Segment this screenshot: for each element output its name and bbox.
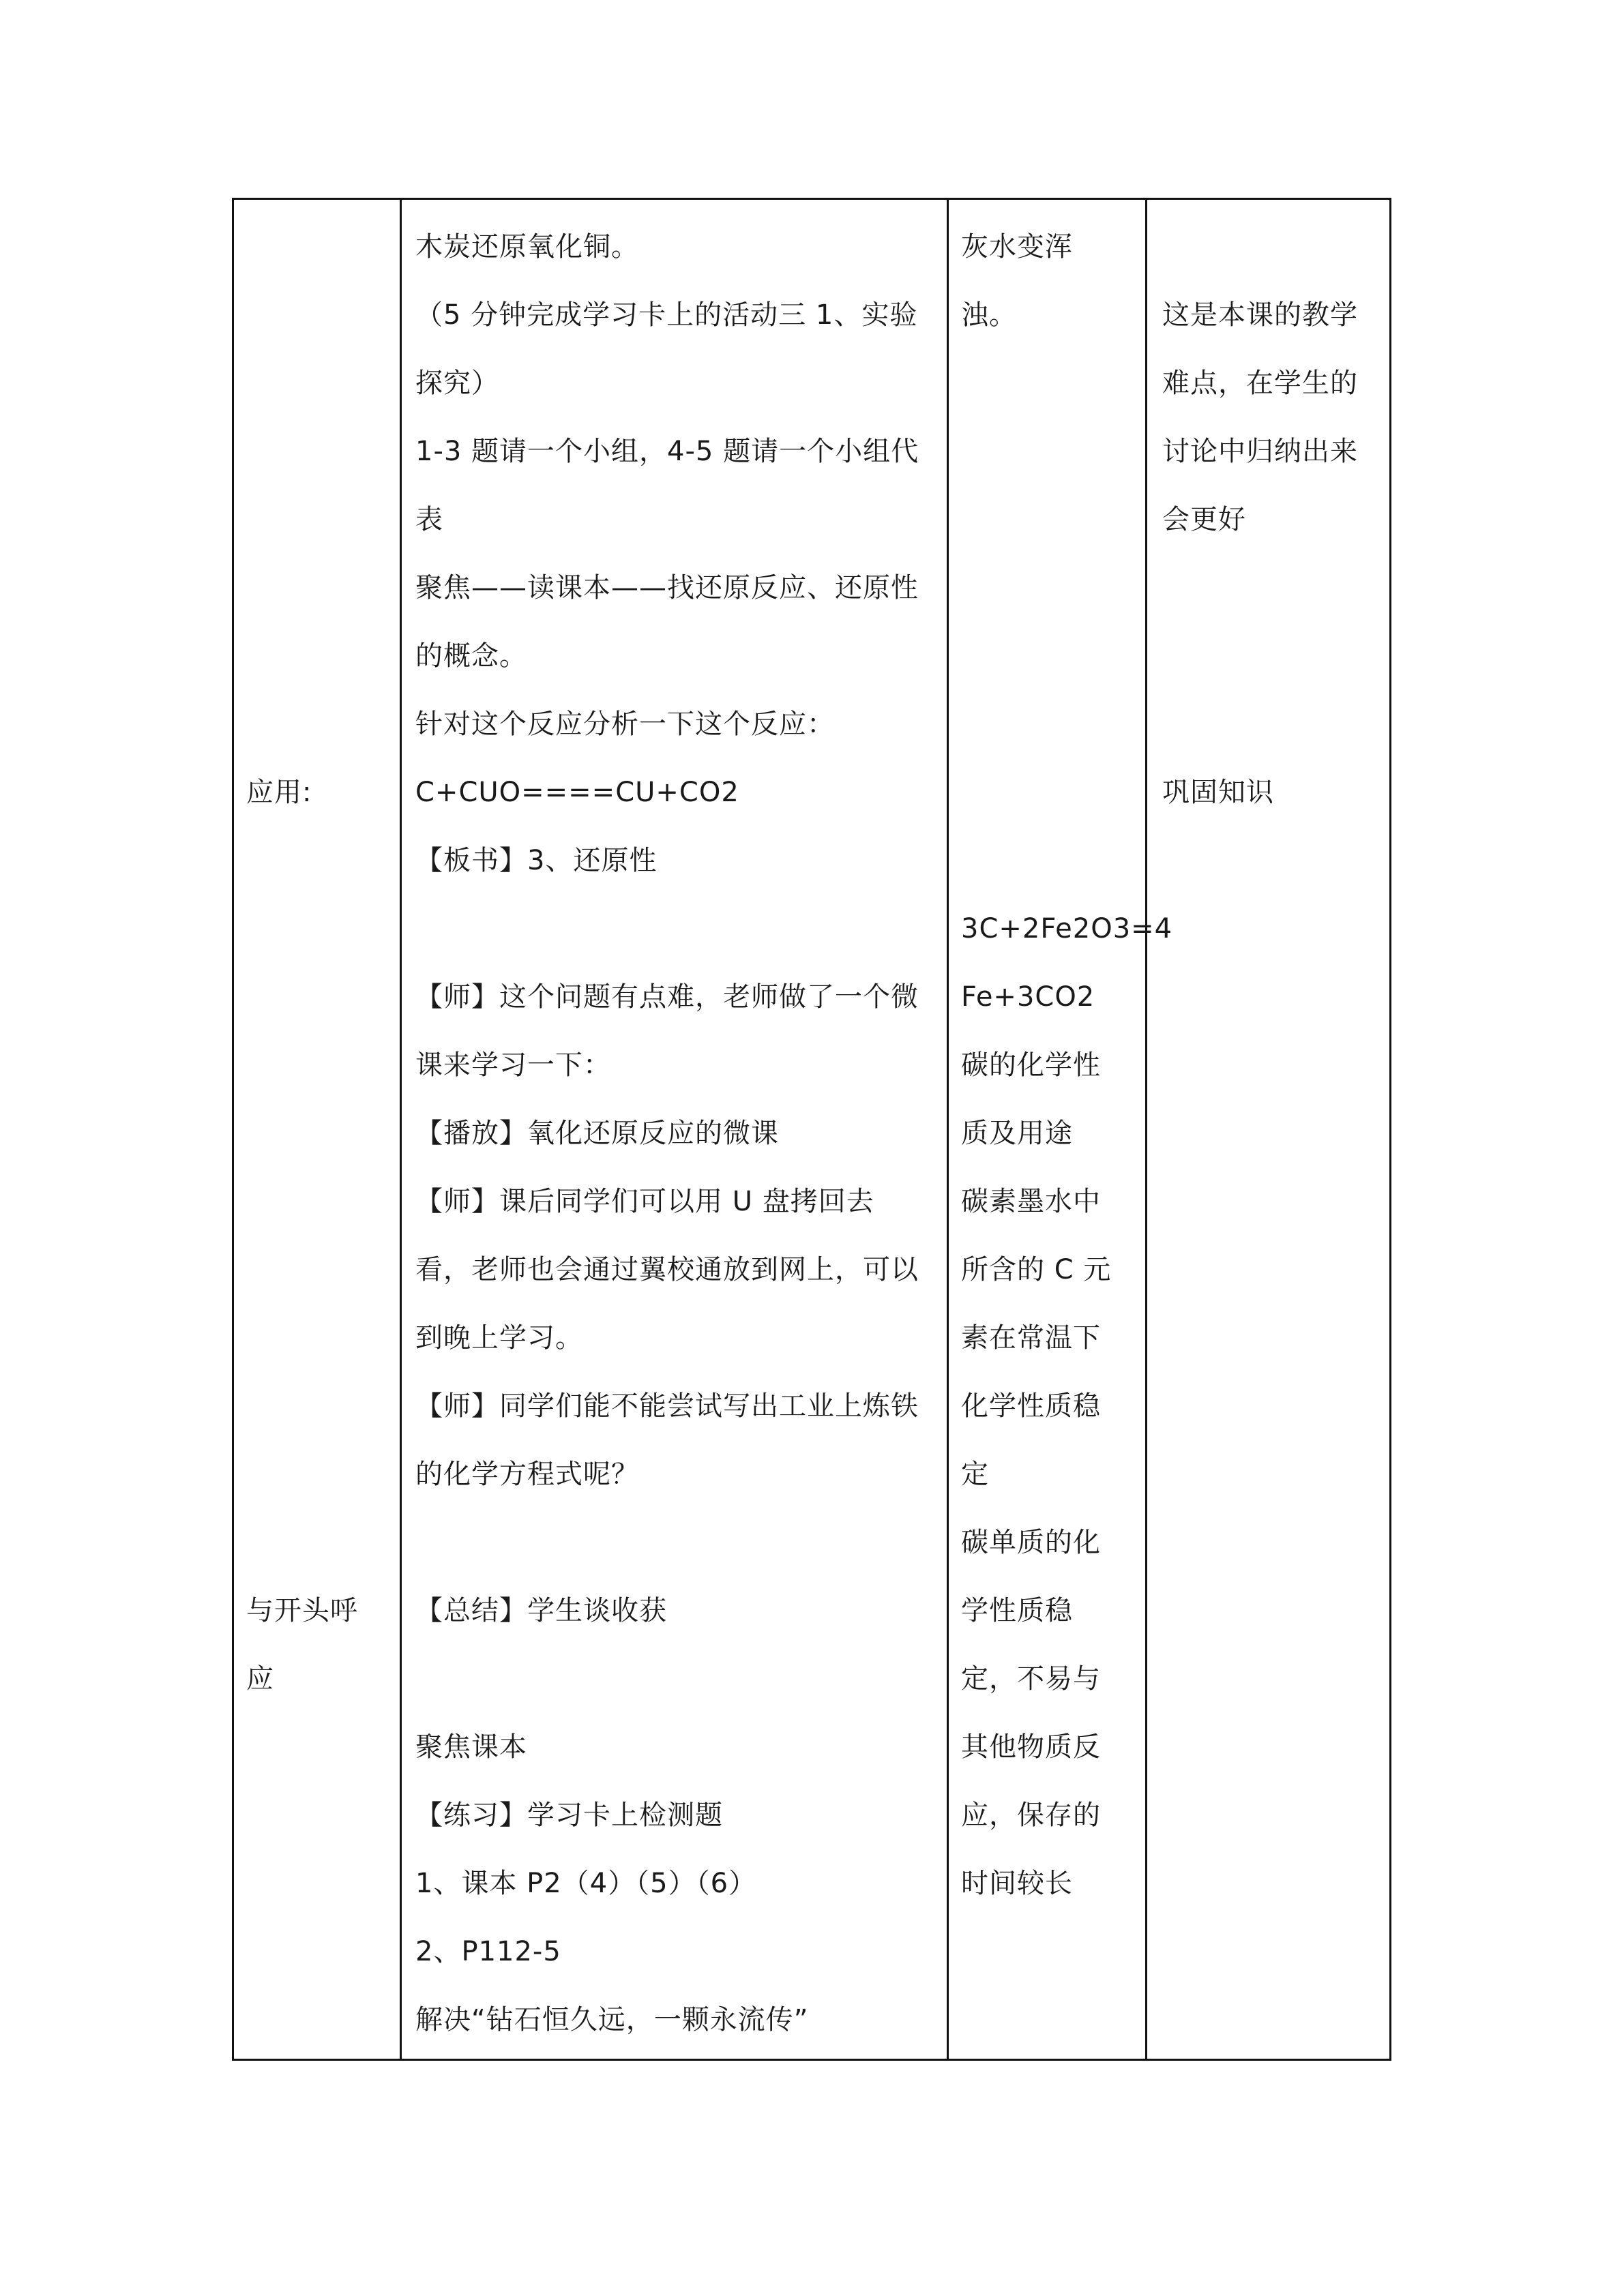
teacher-activity-line: 针对这个反应分析一下这个反应： — [415, 709, 835, 740]
teacher-activity-line: 【师】这个问题有点难，老师做了一个微 — [415, 981, 919, 1013]
teacher-activity-line: 【师】课后同学们可以用 U 盘拷回去 — [415, 1186, 874, 1217]
teacher-activity-line: 聚焦课本 — [415, 1731, 527, 1763]
student-activity-line: Fe+3CO2 — [961, 981, 1095, 1013]
student-activity-line: 其他物质反 — [961, 1731, 1101, 1763]
stage-column — [234, 200, 400, 2059]
teacher-activity-line: 2、P112-5 — [415, 1936, 561, 1967]
lesson-plan-table — [232, 198, 1391, 2061]
design-intent-line: 讨论中归纳出来 — [1162, 436, 1358, 467]
teacher-activity-column — [402, 200, 947, 2059]
teacher-activity-line: 【播放】氧化还原反应的微课 — [415, 1118, 779, 1149]
echo-label-line2: 应 — [246, 1663, 274, 1695]
echo-label-line1: 与开头呼 — [246, 1595, 358, 1626]
student-activity-line: 浊。 — [961, 299, 1017, 331]
design-intent-line: 这是本课的教学 — [1162, 299, 1358, 331]
teacher-activity-line: 1、课本 P2（4）（5）（6） — [415, 1868, 757, 1899]
student-activity-column — [949, 200, 1173, 2059]
student-activity-line: 碳素墨水中 — [961, 1186, 1101, 1217]
student-activity-line: 时间较长 — [961, 1868, 1073, 1899]
design-intent-column — [1147, 200, 1391, 2059]
teacher-activity-line: 课来学习一下： — [415, 1049, 611, 1081]
student-activity-line: 碳的化学性 — [961, 1049, 1101, 1081]
application-label: 应用: — [246, 777, 312, 808]
teacher-activity-line: C+CUO====CU+CO2 — [415, 777, 739, 808]
teacher-activity-line: 1-3 题请一个小组，4-5 题请一个小组代 — [415, 436, 919, 467]
student-activity-line: 碳单质的化 — [961, 1527, 1101, 1558]
design-intent-line: 会更好 — [1162, 504, 1246, 535]
teacher-activity-line: 聚焦——读课本——找还原反应、还原性 — [415, 572, 919, 603]
student-activity-line: 灰水变浑 — [961, 231, 1073, 263]
design-intent-line: 难点，在学生的 — [1162, 368, 1358, 399]
student-activity-line: 化学性质稳 — [961, 1390, 1101, 1422]
teacher-activity-line: 木炭还原氧化铜。 — [415, 231, 639, 263]
student-activity-line: 质及用途 — [961, 1118, 1073, 1149]
consolidate-knowledge-note: 巩固知识 — [1162, 777, 1274, 808]
teacher-activity-line: 探究） — [415, 368, 499, 399]
student-activity-line: 3C+2Fe2O3=4 — [961, 913, 1173, 944]
student-activity-line: 素在常温下 — [961, 1322, 1101, 1354]
student-activity-line: 定 — [961, 1459, 989, 1490]
teacher-activity-line: 的概念。 — [415, 640, 527, 672]
teacher-activity-line: （5 分钟完成学习卡上的活动三 1、实验 — [415, 299, 918, 331]
student-activity-line: 定，不易与 — [961, 1663, 1101, 1695]
teacher-activity-line: 表 — [415, 504, 443, 535]
teacher-activity-line: 到晚上学习。 — [415, 1322, 583, 1354]
teacher-activity-line: 的化学方程式呢？ — [415, 1459, 639, 1490]
teacher-activity-line: 解决“钻石恒久远，一颗永流传” — [415, 2004, 809, 2036]
student-activity-line: 所含的 C 元 — [961, 1254, 1112, 1285]
student-activity-line: 学性质稳 — [961, 1595, 1073, 1626]
teacher-activity-line: 【师】同学们能不能尝试写出工业上炼铁 — [415, 1390, 919, 1422]
teacher-activity-line: 看，老师也会通过翼校通放到网上，可以 — [415, 1254, 919, 1285]
teacher-activity-line: 【总结】学生谈收获 — [415, 1595, 667, 1626]
teacher-activity-line: 【板书】3、还原性 — [415, 845, 658, 876]
teacher-activity-line: 【练习】学习卡上检测题 — [415, 1800, 723, 1831]
student-activity-line: 应，保存的 — [961, 1800, 1101, 1831]
